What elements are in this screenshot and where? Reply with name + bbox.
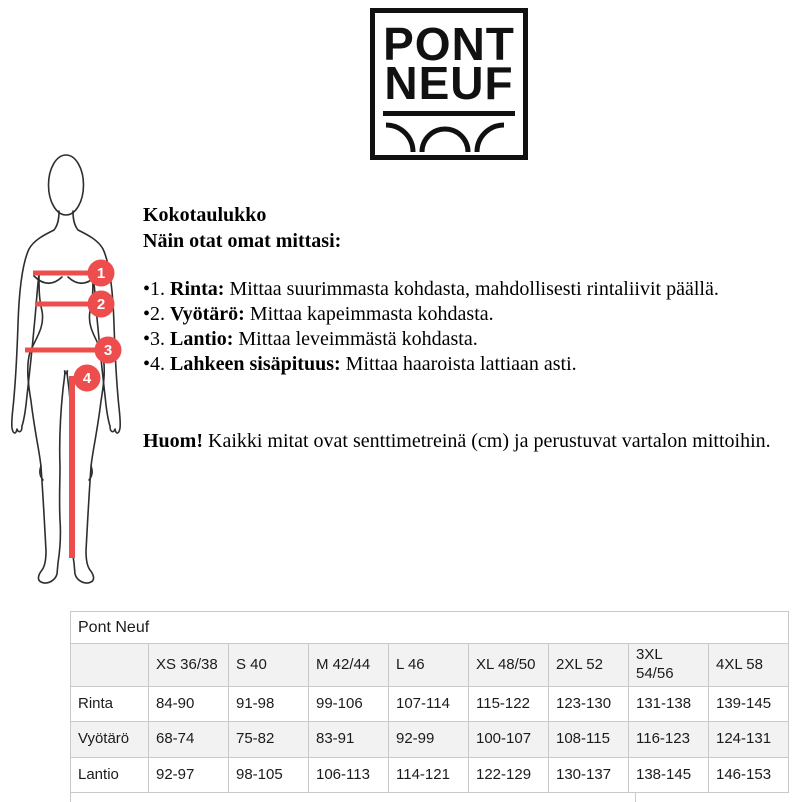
column-header-xs: XS 36/38 — [149, 644, 229, 687]
column-header-s: S 40 — [229, 644, 309, 687]
cell: 122-129 — [469, 758, 549, 793]
item-label: Vyötärö: — [170, 303, 245, 325]
column-header-l: L 46 — [389, 644, 469, 687]
row-label: Rinta — [71, 687, 149, 722]
cell: 92-97 — [149, 758, 229, 793]
item-text: Mittaa leveimmästä kohdasta. — [238, 328, 478, 350]
cell: 124-131 — [709, 722, 789, 758]
item-label: Lahkeen sisäpituus: — [170, 353, 341, 375]
column-header-4xl: 4XL 58 — [709, 644, 789, 687]
cell: 83-91 — [309, 722, 389, 758]
item-text: Mittaa kapeimmasta kohdasta. — [249, 303, 494, 325]
cell: 131-138 — [629, 687, 709, 722]
item-marker: •1. — [143, 278, 166, 300]
logo-word-pont: PONT — [383, 18, 515, 70]
page-subtitle: Näin otat omat mittasi: — [143, 230, 342, 252]
cell: 106-113 — [309, 758, 389, 793]
cell: 68-74 — [149, 722, 229, 758]
column-header-empty — [71, 644, 149, 687]
bridge-arches-icon — [383, 122, 515, 152]
table-title: Pont Neuf — [71, 612, 789, 644]
measurement-item-lantio — [143, 327, 719, 352]
note-label: Huom! — [143, 430, 203, 452]
logo-word-neuf: NEUF — [384, 57, 514, 109]
marker-2: 2 — [96, 296, 106, 313]
table-row-vyotaro — [71, 722, 789, 758]
item-marker: •4. — [143, 353, 166, 375]
table-row-rinta — [71, 687, 789, 722]
measurement-instruction-list — [143, 277, 719, 377]
cell: 84-90 — [149, 687, 229, 722]
cell: 108-115 — [549, 722, 629, 758]
item-label: Rinta: — [170, 278, 225, 300]
cell: 138-145 — [629, 758, 709, 793]
cell: 114-121 — [389, 758, 469, 793]
cell: 115-122 — [469, 687, 549, 722]
cell: 107-114 — [389, 687, 469, 722]
measurement-item-lahkeen — [143, 352, 719, 377]
note-text: Kaikki mitat ovat senttimetreinä (cm) ja perustuvat vartalon mittoihin. — [208, 430, 771, 452]
cell: 116-123 — [629, 722, 709, 758]
column-header-xl: XL 48/50 — [469, 644, 549, 687]
measurement-note — [143, 429, 771, 454]
marker-3: 3 — [103, 342, 113, 359]
cell: 99-106 — [309, 687, 389, 722]
measurement-item-rinta — [143, 277, 719, 302]
cell: 123-130 — [549, 687, 629, 722]
body-measurement-figure — [8, 138, 148, 598]
table-title-row — [71, 612, 789, 644]
cell: 100-107 — [469, 722, 549, 758]
cell: 92-99 — [389, 722, 469, 758]
marker-4: 4 — [82, 370, 92, 387]
item-marker: •2. — [143, 303, 166, 325]
item-text: Mittaa suurimmasta kohdasta, mahdollisesti rintaliivit päällä. — [229, 278, 719, 300]
column-header-3xl: 3XL 54/56 — [629, 644, 709, 687]
column-header-m: M 42/44 — [309, 644, 389, 687]
table-header-row — [71, 644, 789, 687]
cell: 91-98 — [229, 687, 309, 722]
cell: 75-82 — [229, 722, 309, 758]
item-marker: •3. — [143, 328, 166, 350]
size-table — [70, 611, 789, 793]
item-text: Mittaa haaroista lattiaan asti. — [345, 353, 577, 375]
marker-1: 1 — [96, 265, 106, 282]
item-label: Lantio: — [170, 328, 234, 350]
logo-divider — [383, 111, 515, 116]
column-header-2xl: 2XL 52 — [549, 644, 629, 687]
row-label: Lantio — [71, 758, 149, 793]
cell: 130-137 — [549, 758, 629, 793]
cell: 98-105 — [229, 758, 309, 793]
cell: 139-145 — [709, 687, 789, 722]
brand-logo — [370, 8, 528, 160]
table-row-lantio — [71, 758, 789, 793]
size-guide-heading — [143, 202, 341, 254]
body-outline — [12, 155, 121, 583]
row-label: Vyötärö — [71, 722, 149, 758]
measurement-item-vyotaro — [143, 302, 719, 327]
table-next-row-cutoff — [70, 792, 636, 802]
measurement-lines — [25, 273, 105, 558]
page-title: Kokotaulukko — [143, 204, 267, 226]
cell: 146-153 — [709, 758, 789, 793]
